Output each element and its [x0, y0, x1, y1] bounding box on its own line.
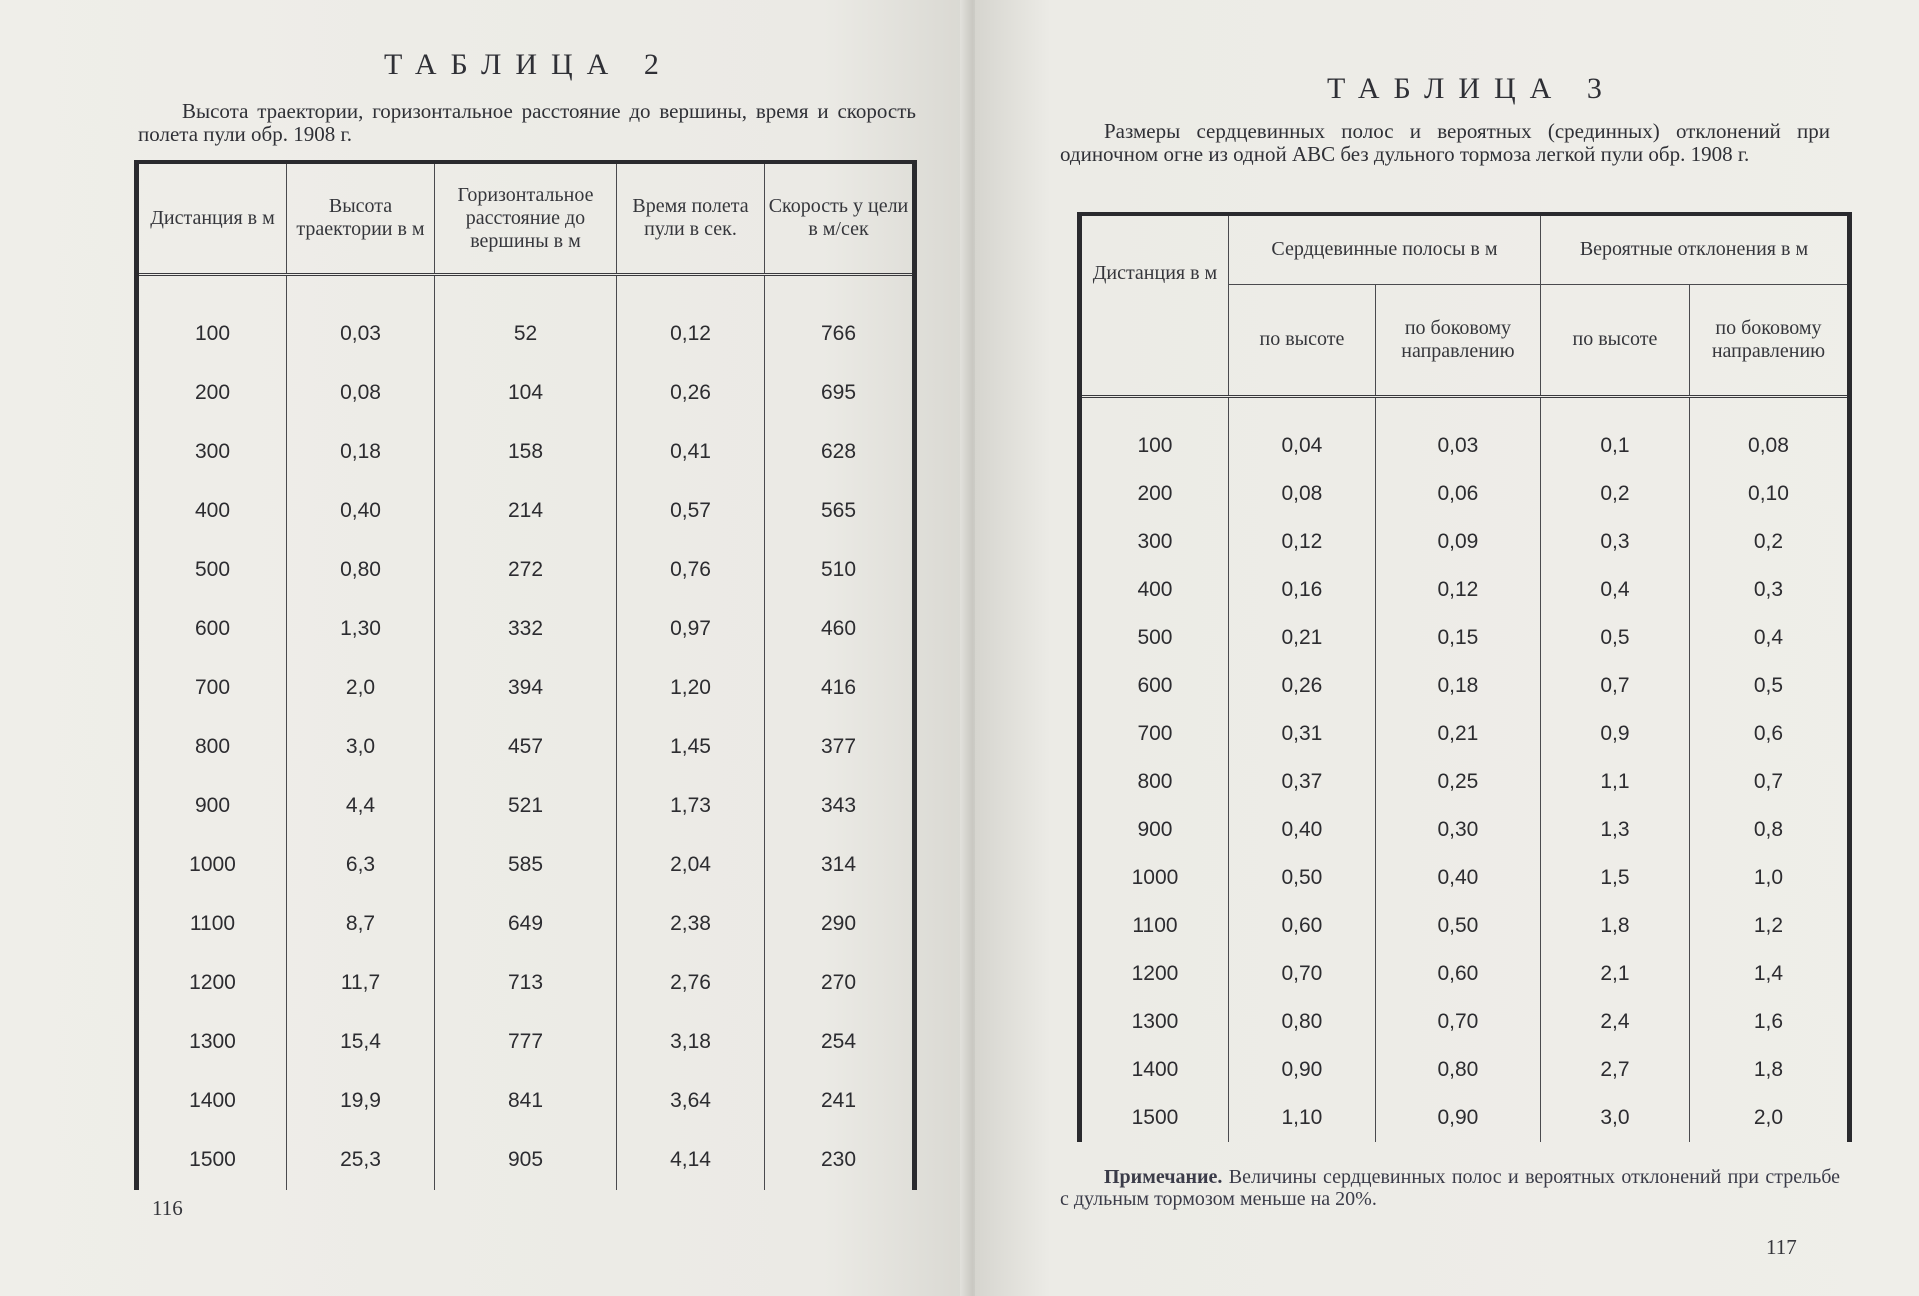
table-3-body [1080, 396, 1850, 1142]
table-row [1080, 998, 1850, 1046]
table-cell: 0,08 [1228, 470, 1375, 518]
table-cell: 0,18 [1375, 662, 1540, 710]
table-cell: 1100 [189, 912, 236, 936]
table-row [1080, 566, 1850, 614]
table-cell: 1,0 [1689, 854, 1849, 902]
table-cell: 565 [765, 481, 915, 540]
table-cell: 0,7 [1540, 662, 1689, 710]
table-cell: 214 [435, 481, 617, 540]
table-cell: 1200 [1131, 961, 1179, 985]
table-cell: 0,12 [617, 304, 765, 363]
table-3 [1077, 212, 1852, 1142]
note-text: Величины сердцевинных полос и вероятных отклонений при стрельбе с дульным тормозом меньше на 20%. [1060, 1166, 1840, 1210]
table-row [1080, 710, 1850, 758]
table-cell: 300 [1137, 530, 1173, 554]
table-cell: 2,1 [1540, 950, 1689, 998]
table-cell: 0,2 [1689, 518, 1849, 566]
table-cell: 1,8 [1540, 902, 1689, 950]
table-cell: 0,70 [1228, 950, 1375, 998]
table-cell: 2,04 [617, 836, 765, 895]
table-cell: 1,6 [1689, 998, 1849, 1046]
table-cell: 0,60 [1228, 902, 1375, 950]
table-row [137, 600, 915, 659]
table-row [1080, 950, 1850, 998]
table-cell: 900 [194, 794, 231, 818]
table-cell: 695 [765, 363, 915, 422]
table-2-body [137, 274, 915, 1190]
table-cell: 270 [765, 954, 915, 1013]
table-cell: 0,9 [1540, 710, 1689, 758]
table-cell: 15,4 [287, 1013, 435, 1072]
table-cell: 314 [765, 836, 915, 895]
table-cell: 1100 [1132, 913, 1178, 937]
table-cell: 0,97 [617, 600, 765, 659]
table-3-header-prob-height: по высоте [1540, 284, 1689, 396]
table-cell: 0,31 [1228, 710, 1375, 758]
table-cell: 0,1 [1540, 422, 1689, 470]
table-cell: 0,5 [1540, 614, 1689, 662]
table-cell: 1300 [189, 1030, 236, 1054]
table-cell: 0,30 [1375, 806, 1540, 854]
table-cell: 0,25 [1375, 758, 1540, 806]
table-cell: 0,2 [1540, 470, 1689, 518]
table-cell: 1000 [189, 853, 236, 877]
table-cell: 700 [1137, 722, 1173, 746]
table-cell: 500 [194, 557, 231, 581]
table-cell: 1500 [189, 1148, 236, 1172]
table-2 [134, 160, 917, 1190]
table-row [137, 1013, 915, 1072]
table-cell: 0,7 [1689, 758, 1849, 806]
table-cell: 0,18 [287, 422, 435, 481]
table-cell: 290 [765, 895, 915, 954]
table-cell: 0,40 [287, 481, 435, 540]
table-cell: 4,4 [287, 777, 435, 836]
table-cell: 600 [194, 617, 231, 641]
page-number-117: 117 [1766, 1235, 1797, 1259]
table-cell: 100 [1137, 434, 1173, 458]
table-row [137, 481, 915, 540]
table-cell: 0,4 [1540, 566, 1689, 614]
table-cell: 457 [435, 718, 617, 777]
table-cell: 0,21 [1375, 710, 1540, 758]
table-cell: 0,40 [1375, 854, 1540, 902]
table-cell: 2,38 [617, 895, 765, 954]
table-cell: 200 [194, 380, 231, 404]
table-cell: 0,16 [1228, 566, 1375, 614]
table-cell: 0,57 [617, 481, 765, 540]
table-3-header-core-strips: Сердцевинные полосы в м [1228, 214, 1540, 284]
table-2-header-distance: Дистанция в м [137, 162, 287, 274]
table-row [137, 836, 915, 895]
table-cell: 510 [765, 540, 915, 599]
table-cell: 0,15 [1375, 614, 1540, 662]
table-row [1080, 806, 1850, 854]
table-cell: 400 [194, 498, 231, 522]
table-cell: 0,06 [1375, 470, 1540, 518]
table-cell: 0,21 [1228, 614, 1375, 662]
table-cell: 0,8 [1689, 806, 1849, 854]
table-cell: 0,09 [1375, 518, 1540, 566]
table-cell: 4,14 [617, 1131, 765, 1190]
table-cell: 1,3 [1540, 806, 1689, 854]
table-3-header-probable-deviations: Вероятные отклонения в м [1540, 214, 1849, 284]
table-cell: 0,08 [1689, 422, 1849, 470]
table-cell: 649 [435, 895, 617, 954]
table-cell: 8,7 [287, 895, 435, 954]
page-number-116: 116 [152, 1196, 183, 1220]
table-row [137, 1131, 915, 1190]
table-row [137, 777, 915, 836]
table-cell: 1,1 [1540, 758, 1689, 806]
table-row [137, 422, 915, 481]
table-cell: 0,90 [1228, 1046, 1375, 1094]
table-cell: 2,0 [1689, 1094, 1849, 1142]
table-cell: 1200 [189, 971, 236, 995]
table-cell: 0,26 [1228, 662, 1375, 710]
table-cell: 766 [765, 304, 915, 363]
table-row [1080, 518, 1850, 566]
table-cell: 1,30 [287, 600, 435, 659]
table-cell: 343 [765, 777, 915, 836]
table-cell: 1400 [189, 1089, 236, 1113]
table-cell: 0,26 [617, 363, 765, 422]
table-row [1080, 1094, 1850, 1142]
table-cell: 841 [435, 1072, 617, 1131]
table-cell: 400 [1137, 578, 1173, 602]
table-cell: 1,45 [617, 718, 765, 777]
table-2-header-time: Время полета пули в сек. [617, 162, 765, 274]
table-cell: 100 [194, 321, 231, 345]
table-cell: 3,64 [617, 1072, 765, 1131]
table-row [137, 363, 915, 422]
table-cell: 25,3 [287, 1131, 435, 1190]
table-cell: 0,80 [1228, 998, 1375, 1046]
table-cell: 0,50 [1375, 902, 1540, 950]
table-cell: 628 [765, 422, 915, 481]
table-2-header-row [137, 162, 915, 274]
table-2-header-horizontal: Горизонтальное расстояние до вершины в м [435, 162, 617, 274]
table-cell: 500 [1137, 626, 1173, 650]
table-cell: 394 [435, 659, 617, 718]
table-cell: 272 [435, 540, 617, 599]
table-cell: 19,9 [287, 1072, 435, 1131]
table-cell: 1,2 [1689, 902, 1849, 950]
table-cell: 0,03 [1375, 422, 1540, 470]
table-cell: 0,80 [287, 540, 435, 599]
table-2-caption: Высота траектории, горизонтальное расстояние до вершины, время и скорость полета пули обр. 1908 г. [138, 99, 916, 146]
table-2-header-speed: Скорость у цели в м/сек [765, 162, 915, 274]
table-cell: 0,80 [1375, 1046, 1540, 1094]
table-cell: 377 [765, 718, 915, 777]
table-3-header-row-1 [1080, 214, 1850, 284]
table-3-header-core-height: по высоте [1228, 284, 1375, 396]
table-3-title: ТАБЛИЦА 3 [1327, 72, 1616, 105]
table-cell: 1000 [1131, 866, 1179, 890]
table-cell: 0,10 [1689, 470, 1849, 518]
table-cell: 11,7 [287, 954, 435, 1013]
table-3-caption: Размеры сердцевинных полос и вероятных (срединных) отклонений при одиночном огне из одной АВС без дульного тормоза легкой пули обр. 1908 г. [1060, 119, 1830, 166]
table-cell: 521 [435, 777, 617, 836]
table-cell: 1,20 [617, 659, 765, 718]
table-cell: 0,50 [1228, 854, 1375, 902]
table-cell: 254 [765, 1013, 915, 1072]
table-cell: 0,3 [1540, 518, 1689, 566]
table-cell: 585 [435, 836, 617, 895]
table-row [1080, 614, 1850, 662]
table-cell: 0,70 [1375, 998, 1540, 1046]
table-cell: 158 [435, 422, 617, 481]
table-cell: 1,73 [617, 777, 765, 836]
table-cell: 0,41 [617, 422, 765, 481]
table-cell: 241 [765, 1072, 915, 1131]
table-cell: 1,4 [1689, 950, 1849, 998]
table-row [1080, 470, 1850, 518]
table-row [1080, 662, 1850, 710]
table-row [137, 304, 915, 363]
table-row [1080, 1046, 1850, 1094]
table-cell: 0,12 [1228, 518, 1375, 566]
table-cell: 0,90 [1375, 1094, 1540, 1142]
table-cell: 52 [435, 304, 617, 363]
table-row [137, 895, 915, 954]
table-row [1080, 854, 1850, 902]
table-cell: 0,6 [1689, 710, 1849, 758]
table-cell: 460 [765, 600, 915, 659]
table-cell: 600 [1137, 674, 1173, 698]
table-cell: 332 [435, 600, 617, 659]
table-cell: 2,7 [1540, 1046, 1689, 1094]
note-label: Примечание. [1104, 1166, 1223, 1188]
table-row [137, 954, 915, 1013]
table-row [137, 1072, 915, 1131]
table-cell: 1500 [1131, 1105, 1179, 1129]
table-cell: 0,60 [1375, 950, 1540, 998]
table-cell: 104 [435, 363, 617, 422]
table-cell: 1,10 [1228, 1094, 1375, 1142]
table-2-title: ТАБЛИЦА 2 [384, 48, 673, 81]
table-cell: 0,37 [1228, 758, 1375, 806]
table-2-header-height: Высота траектории в м [287, 162, 435, 274]
table-3-header-prob-lateral: по боковому направлению [1689, 284, 1849, 396]
table-cell: 200 [1137, 482, 1173, 506]
table-cell: 3,0 [1540, 1094, 1689, 1142]
table-cell: 0,08 [287, 363, 435, 422]
table-3-header-core-lateral: по боковому направлению [1375, 284, 1540, 396]
table-cell: 800 [194, 735, 231, 759]
table-cell: 2,4 [1540, 998, 1689, 1046]
table-row [1080, 758, 1850, 806]
table-cell: 2,76 [617, 954, 765, 1013]
table-cell: 1,8 [1689, 1046, 1849, 1094]
table-cell: 0,04 [1228, 422, 1375, 470]
table-cell: 300 [194, 439, 231, 463]
table-cell: 0,3 [1689, 566, 1849, 614]
table-cell: 700 [194, 676, 231, 700]
table-cell: 777 [435, 1013, 617, 1072]
table-cell: 1300 [1131, 1009, 1179, 1033]
table-cell: 0,40 [1228, 806, 1375, 854]
table-row [137, 659, 915, 718]
table-cell: 800 [1137, 770, 1173, 794]
table-row [137, 540, 915, 599]
table-cell: 0,76 [617, 540, 765, 599]
table-3-note [1060, 1166, 1840, 1210]
table-cell: 0,03 [287, 304, 435, 363]
table-cell: 0,12 [1375, 566, 1540, 614]
table-cell: 6,3 [287, 836, 435, 895]
table-cell: 713 [435, 954, 617, 1013]
table-cell: 1,5 [1540, 854, 1689, 902]
table-cell: 1400 [1131, 1057, 1179, 1081]
table-cell: 3,0 [287, 718, 435, 777]
table-cell: 900 [1137, 818, 1173, 842]
table-cell: 2,0 [287, 659, 435, 718]
table-cell: 0,5 [1689, 662, 1849, 710]
table-row [1080, 902, 1850, 950]
table-cell: 905 [435, 1131, 617, 1190]
table-cell: 416 [765, 659, 915, 718]
table-row [137, 718, 915, 777]
table-cell: 3,18 [617, 1013, 765, 1072]
table-row [1080, 422, 1850, 470]
table-cell: 0,4 [1689, 614, 1849, 662]
table-3-header-distance: Дистанция в м [1080, 214, 1229, 396]
table-cell: 230 [765, 1131, 915, 1190]
